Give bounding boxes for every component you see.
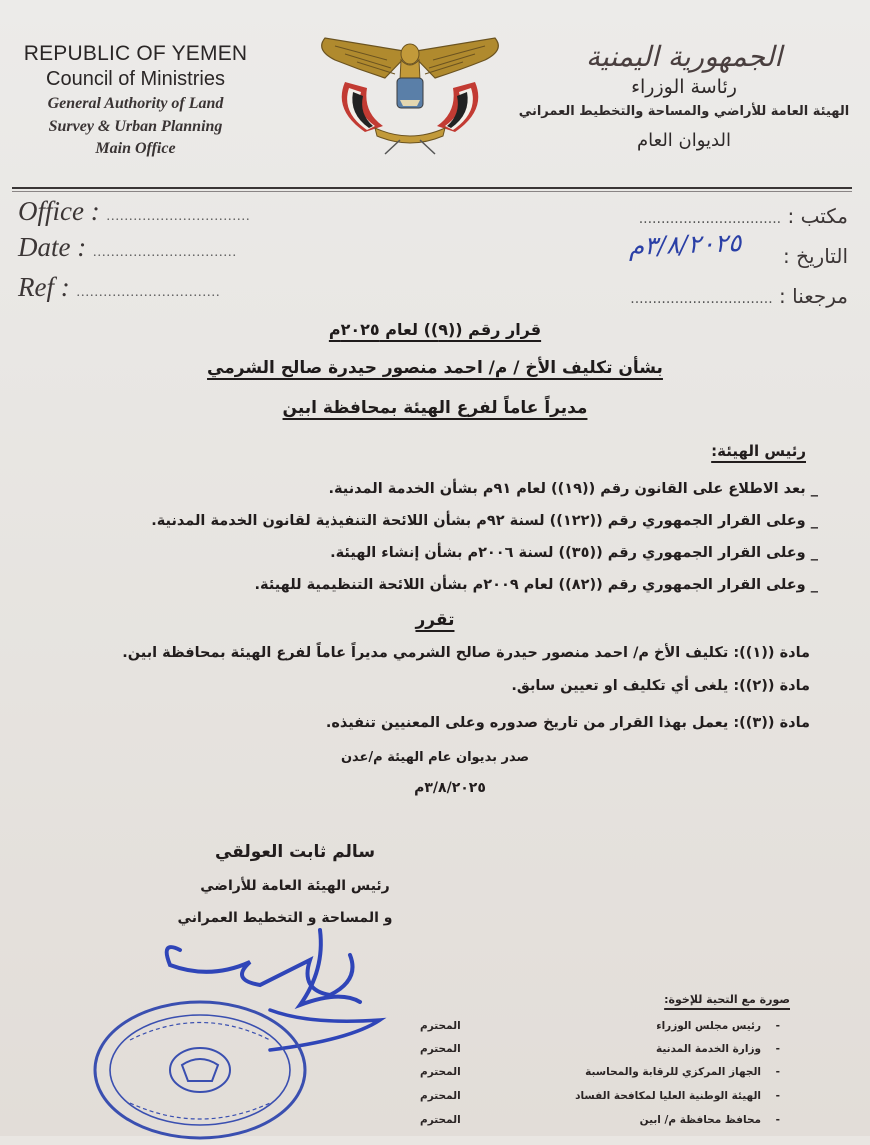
meta-office-en <box>18 196 250 227</box>
cc-item <box>420 1090 780 1104</box>
cc-item-honor: المحترم <box>420 1114 461 1126</box>
decision-title-text: قرار رقم ((٩)) لعام ٢٠٢٥م <box>328 320 542 339</box>
cc-dash: - <box>775 1043 780 1055</box>
cc-item-name: رئيس مجلس الوزراء <box>656 1020 762 1032</box>
preamble-2: _ وعلى القرار الجمهوري رقم ((١٢٢)) لسنة ٩٢م بشأن اللائحة التنفيذية لقانون الخدمة المدنية. <box>151 513 818 529</box>
header-ar-office: الديوان العام <box>637 129 731 151</box>
header-en-country: REPUBLIC OF YEMEN <box>23 42 248 65</box>
cc-item-honor: المحترم <box>420 1066 461 1078</box>
cc-dash: - <box>775 1090 780 1102</box>
decision-subject-2-text: مديراً عاماً لفرع الهيئة بمحافظة ابين <box>282 398 588 418</box>
chairman-heading: رئيس الهيئة: <box>711 442 806 460</box>
decision-subject-text: بشأن تكليف الأخ / م/ احمد منصور حيدرة صالح الشرمي <box>207 358 663 378</box>
date-dots-en: ................................ <box>92 245 237 260</box>
cc-item-honor: المحترم <box>420 1043 461 1055</box>
preamble-4: _ وعلى القرار الجمهوري رقم ((٨٢)) لعام ٢٠٠٩م بشأن اللائحة التنظيمية للهيئة. <box>254 577 818 593</box>
yemen-eagle-emblem-icon <box>305 30 515 158</box>
cc-item-name: محافظ محافظة م/ ابين <box>639 1114 762 1126</box>
issued-place: صدر بديوان عام الهيئة م/عدن <box>340 750 530 765</box>
header-english <box>18 42 253 158</box>
meta-ref-ar <box>630 284 848 308</box>
header-ar-ministers: رئاسة الوزراء <box>631 75 737 98</box>
ref-dots-en: ................................ <box>76 285 221 300</box>
header-en-office: Main Office <box>95 139 176 157</box>
signatory-name: سالم ثابت العولقي <box>214 842 376 862</box>
official-round-stamp-icon <box>90 995 310 1145</box>
decision-subject <box>0 358 870 378</box>
meta-date-ar <box>783 244 848 268</box>
office-label-ar: مكتب : <box>787 204 848 228</box>
ref-dots-ar: ................................ <box>630 291 773 307</box>
cc-item <box>420 1114 780 1128</box>
cc-item <box>420 1043 780 1057</box>
date-label-ar: التاريخ : <box>782 244 848 268</box>
cc-item-honor: المحترم <box>420 1020 461 1032</box>
preamble-1: _ بعد الاطلاع على القانون رقم ((١٩)) لعام ٩١م بشأن الخدمة المدنية. <box>328 481 818 497</box>
decides-text: تقرر <box>415 610 455 630</box>
ref-label-ar: مرجعنا : <box>779 284 848 308</box>
article-1: مادة ((١)): تكليف الأخ م/ احمد منصور حيدرة صالح الشرمي مديراً عاماً لفرع الهيئة بمحافظة ابين. <box>122 645 810 661</box>
meta-ref-en <box>18 272 220 303</box>
signatory-title-1: رئيس الهيئة العامة للأراضي <box>200 878 390 894</box>
decision-subject-2 <box>0 398 870 418</box>
cc-item <box>420 1066 780 1080</box>
header-divider <box>12 187 852 189</box>
header-en-authority-2: Survey & Urban Planning <box>48 117 223 135</box>
cc-dash: - <box>775 1020 780 1032</box>
date-label-en: Date : <box>18 232 87 262</box>
office-dots-ar: ................................ <box>638 211 782 227</box>
decision-title <box>0 320 870 339</box>
article-2: مادة ((٢)): يلغى أي تكليف او تعيين سابق. <box>511 678 810 694</box>
header-ar-country: الجمهورية اليمنية <box>585 40 783 73</box>
cc-dash: - <box>775 1066 780 1078</box>
preamble-3: _ وعلى القرار الجمهوري رقم ((٣٥)) لسنة ٢٠٠٦م بشأن إنشاء الهيئة. <box>330 545 818 561</box>
header-en-council: Council of Ministries <box>46 68 225 91</box>
office-dots-en: ................................ <box>106 209 251 224</box>
office-label-en: Office : <box>18 196 100 226</box>
cc-item-name: الهيئة الوطنية العليا لمكافحة الفساد <box>575 1090 762 1102</box>
decides-heading <box>0 610 870 630</box>
cc-item-name: وزارة الخدمة المدنية <box>656 1043 762 1055</box>
cc-item-honor: المحترم <box>420 1090 461 1102</box>
cc-item <box>420 1020 780 1034</box>
ref-label-en: Ref : <box>18 272 70 302</box>
meta-date-en <box>18 232 237 263</box>
cc-heading-text: صورة مع التحية للإخوة: <box>664 993 790 1006</box>
handwritten-date: ٣/٨/٢٠٢٥م <box>628 228 742 261</box>
header-arabic <box>514 40 854 152</box>
cc-item-name: الجهاز المركزي للرقابة والمحاسبة <box>585 1066 762 1078</box>
signatory-title-2: و المساحة و التخطيط العمراني <box>177 910 393 926</box>
article-3: مادة ((٣)): يعمل بهذا القرار من تاريخ صدوره وعلى المعنيين تنفيذه. <box>325 715 810 731</box>
cc-dash: - <box>775 1114 780 1126</box>
issued-date: ٣/٨/٢٠٢٥م <box>414 780 486 796</box>
cc-heading <box>664 993 790 1006</box>
header-ar-authority: الهيئة العامة للأراضي والمساحة والتخطيط العمراني <box>518 104 850 120</box>
meta-office-ar <box>639 204 848 228</box>
header-en-authority: General Authority of Land <box>47 95 224 113</box>
header-divider-thin <box>12 191 852 192</box>
